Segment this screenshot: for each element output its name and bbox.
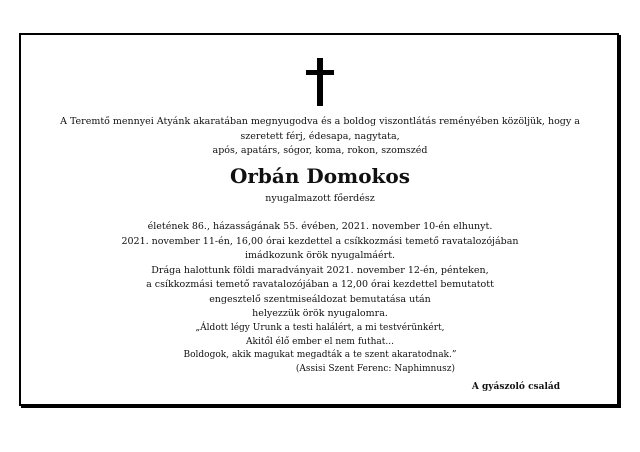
quote-line: „Áldott légy Urunk a testi halálért, a mi testvérünkért, bbox=[195, 323, 445, 333]
signature: A gyászoló család bbox=[471, 382, 560, 392]
details-line: életének 86., házasságának 55. évében, 2021. november 10-én elhunyt. bbox=[147, 221, 493, 232]
intro-line: A Teremtő mennyei Atyánk akaratában megnyugodva és a boldog viszontlátás reményében közöljük, hogy a bbox=[60, 116, 580, 127]
details-line: a csíkkozmási temető ravatalozójában a 12,00 órai kezdettel bemutatott bbox=[146, 279, 494, 290]
cross-icon bbox=[306, 58, 334, 106]
deceased-name: Orbán Domokos bbox=[229, 164, 411, 188]
intro-line: szeretett férj, édesapa, nagytata, bbox=[240, 130, 400, 142]
deceased-title: nyugalmazott főerdész bbox=[265, 193, 375, 204]
intro-text bbox=[0, 115, 640, 159]
quote-source: (Assisi Szent Ferenc: Naphimnusz) bbox=[295, 363, 455, 374]
details-line: Drága halottunk földi maradványait 2021. november 12-én, pénteken, bbox=[151, 264, 489, 276]
funeral-details bbox=[0, 220, 640, 322]
intro-line: após, apatárs, sógor, koma, rokon, szomszéd bbox=[212, 145, 428, 156]
quote-block bbox=[180, 322, 460, 376]
quote-line: Boldogok, akik magukat megadták a te szent akaratodnak.” bbox=[183, 350, 457, 360]
details-line: helyezzük örök nyugalomra. bbox=[252, 308, 388, 319]
quote-line: Akitől élő ember el nem futhat... bbox=[246, 336, 394, 347]
details-line: 2021. november 11-én, 16,00 órai kezdettel a csíkkozmási temető ravatalozójában bbox=[121, 235, 519, 247]
details-line: engesztelő szentmiseáldozat bemutatása után bbox=[209, 293, 431, 305]
details-line: imádkozunk örök nyugalmáért. bbox=[244, 250, 396, 261]
